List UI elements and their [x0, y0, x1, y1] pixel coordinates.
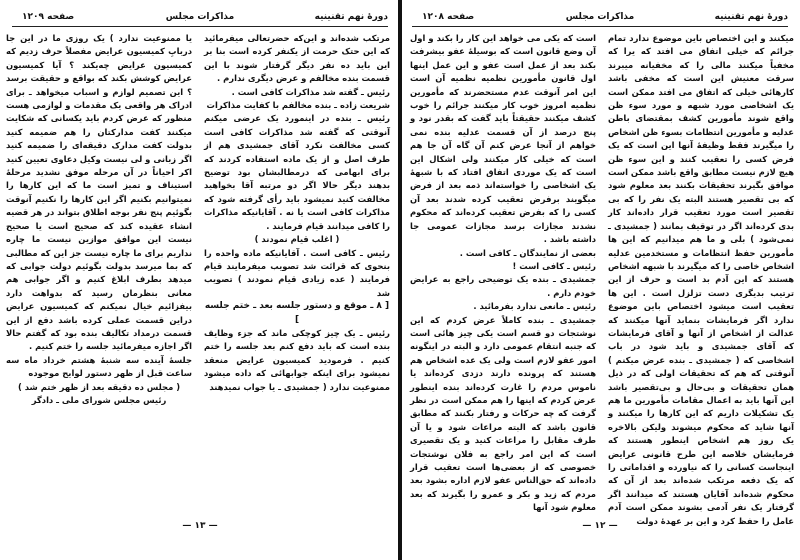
right-page: [400, 0, 800, 560]
page-header: [12, 10, 388, 27]
paragraph-text: مرتکب شده‌اند و این‌که حضرتعالی میفرمائید که این حتک حرمت از یکنفر کرده است بنا بر این باید ده نفر دیگر گرفتار شوند با این قسمت بنده مخالفم و عرض دیگری ندارم .: [204, 33, 390, 84]
paragraph-text: ـ یک چیز کوچکی ماند که جزء وظایف بنده است که باید دفع کنم بعد جلسه را ختم کنیم . فرمودید کمیسیون عرایض منعقد نمیشود برای اینکه جوابهائی که داده میشود ممنوعیت ندارد ( جمشیدی ـ یا جواب نمیدهند: [204, 327, 390, 392]
paragraph: [410, 314, 596, 515]
paragraph: [204, 32, 390, 86]
paragraph: [6, 381, 192, 394]
paragraph: [410, 273, 596, 300]
paragraph-text: [ ۸ ـ موقع و دستور جلسه بعد ـ ختم جلسه ]: [204, 301, 390, 325]
folio-number: — ۱۳ —: [182, 521, 218, 531]
paragraph: [6, 32, 192, 354]
speaker-name: جمشیدی: [559, 274, 596, 285]
paragraph: [204, 99, 390, 112]
paragraph-text: رئیس مجلس شورای ملی ـ دادگر: [31, 394, 167, 405]
paragraph-text: ـ بنده در اینمورد یک عرضی میکنم آنوقتی که گفته شد مذاکرات کافی است کسی مخالفت نکرد آقای جمشیدی هم از طرف اصل و از یک ماده استفاده کردند که برای ابهامی که درمطالبشان بود توضیح بدهند دیگر حالا اگر دو مرتبه آقا بخواهید مخالفت کنید نمیشود باید رأی گرفته شود که مذاکرات کافی است یا نه . آقایانیکه مذاکرات را کافی میدانند قیام فرمایند .: [204, 113, 390, 231]
page-header: [412, 10, 788, 27]
paragraph: [204, 327, 390, 394]
running-title: مذاکرات مجلس: [565, 12, 635, 22]
text-column-left: [6, 32, 192, 407]
paragraph: [6, 354, 192, 381]
page-number-label: صفحه ۱۲۰۸: [422, 12, 475, 22]
paragraph-text: ـ بنده مخالفم با کفایت مذاکرات: [206, 100, 340, 111]
paragraph: [204, 247, 390, 301]
paragraph-text: ( اغلب قیام نمودند ): [254, 234, 340, 245]
paragraph-text: ـ بنده یک توضیحی راجع به عرایض خودم دارم .: [410, 274, 596, 298]
speaker-name: رئیس: [572, 301, 596, 312]
volume-label: دورهٔ نهم تقنینیه: [714, 12, 788, 22]
paragraph: [204, 112, 390, 233]
paragraph: [6, 394, 192, 407]
paragraph: [410, 247, 596, 260]
speaker-name: رئیس: [366, 86, 390, 97]
paragraph-text: بعضی از نمایندگان ـ کافی است .: [459, 247, 596, 258]
text-column-right: [204, 32, 390, 394]
speaker-name: رئیس: [572, 260, 596, 271]
paragraph-text: ( مجلس ده دقیقه بعد از ظهر ختم شد ): [17, 381, 181, 392]
paragraph-text: میکنند و این اختصاص باین موضوع ندارد تمام جرائم که خیلی اتفاق می افتد که یرا که مخفیاً میکنند مالی را که مخفیانه میبرند سرقت معنیش این است که مخفی باشد کارهائی خیلی که اتفاق می افتد ممکن است یک اشخاصی مورد شبهه و مورد سوء ظن واقع شوند مأمورین کشف بمقتضای باطن عدلیه و مأمورین انتظامات بسوء ظن اشخاص را میگیرند فقط وظیفهٔ آنها این است که یک فرض کسی را تعقیب کنند و این سوء ظن هیچ لازم نیست مطابق واقع باشد ممکن است موافق بگیرند تحقیقات بکنند بعد معلوم شود که بی تقصیر هستند البته یک نفر را که بی تقصیر است مورد تعقیب قرار داده‌اند کار بدی کرده‌اند اگر در توقیف بمانند ( جمشیدی ـ نمی‌شود ) بلی و ما هم میدانیم که این ها مأمورین حفظ انتظامات و مستخدمین عدلیه اشخاص خاصی را که میگیرند با شبهه اشخاص هستند که این آدم بد است و حرف از این ترتیب بدیگری دست تزلزل است . این ها تعقیب است میشود اختصاص باین موضوع ندارد اگر فرمایشات بنماید آنها میکنند که عدالت از اشخاص از آنها و آقای فرمایشات که آقای جمشیدی و باید شود در باب اشخاصی که ( جمشیدی ـ بنده عرض میکنم ) آنوقتی که هم که تحقیقات اولی که در ذیل همان تحقیقات و بی‌حال و بی‌تقصیر باشد این آنها باید به اعمال مقامات مأمورین ما هم یک تشکیلات داریم که این کارها را میکنند و آنها شاید که محکوم میشوند ولیکن بالاخره یک روز هم اشخاص اینطور هستند که فرمایشان خلاصه این طرح قانونی عرایض اینجاست کسانی را که نیاورده و اقداماتی را که یک دفعه مرتکب شده‌اند بعد از آن که محکوم شده‌اند آقایان هستند که میدانند اگر گرفتار یک نفر آدمی بشوند ممکن است آدم عامل را حفظ کرد و این بر عهدهٔ دولت: [608, 33, 794, 526]
page-number-label: صفحه ۱۲۰۹: [22, 12, 75, 22]
paragraph: [410, 260, 596, 273]
speaker-name: رئیس: [366, 113, 390, 124]
paragraph: [608, 32, 794, 528]
paragraph-text: ـ بنده کاملاً عرض کردم که این نوشتجات دو قسم است یکی چیز هائی است که جنبه انتقام عمومی دارد و البته در اینگونه امور عفو لازم است ولی یک عده اشخاص هم هستند که پرونده دارند دزدی کرده‌اند یا ناموس مردم را غارت کرده‌اند بنده اینطور عرض کردم که اینها را هم ممکن است در نظر گرفت که چه حرکات و رفتار بکنند که مطابق قانون باشد که البته مراعات شود و یا آن طرف مقابل را مراعات کنید و یک تقصیری است که این امر راجع به فلان نوشتجات خصوصی که از بعضی‌ها است تعقیب قرار داده‌اند که حق‌الناس عفو لازم اداره بشود بعد مردم که زید و بکر و عمرو را بگیرند که بعد معلوم شود آنها: [410, 314, 596, 513]
text-column-left: [410, 32, 596, 515]
running-title: مذاکرات مجلس: [165, 12, 235, 22]
volume-label: دورهٔ نهم تقنینیه: [314, 12, 388, 22]
speaker-name: رئیس: [366, 327, 390, 338]
speaker-name: رئیس: [366, 247, 390, 258]
paragraph-text: است که یکی می خواهد این کار را بکند و اول آن وضع قانون است که بوسیلهٔ عفو بیشرفت بکند بعد از عمل است عفو و این عمل اینها اول قانون مأمورین نظمیه نظمیه آن است این امر آنوقت عدم مستحضرند که مأمورین نظمیه امروز خوب کار میکنند جرائم را خوب کشف میکنند حقیقتاً باید گفت که بقدر نود و پنج درصد از آن قسمت عدلیه بنده نمی خواهم از آنجا عرض کنم آن گاه آن جا هم است که خیلی کار میکنند ولی اشکال این است که یک موردی اتفاق افتاد که با شبههٔ یک اشخاصی را خواسته‌اند ذمه بعد از فرض میگویند برفرض تعقیب کرده شدند بعد آن کسی را که بفرض تعقیب کرده‌اند که محکوم نشدند مجازات برسد مجازات عمومی جا داشته باشد .: [410, 33, 596, 245]
folio-number: — ۱۲ —: [582, 521, 618, 531]
paragraph: [204, 233, 390, 246]
paragraph: [410, 32, 596, 247]
paragraph-text: ـ کافی است !: [512, 260, 573, 271]
paragraph: [410, 300, 596, 313]
paragraph-text: ـ کافی است . آقایانیکه ماده واحده را بنحوی که قرائت شد تصویب میفرمایند قیام فرمایند ( عده زیادی قیام نمودند ) تصویب شد: [204, 247, 390, 298]
paragraph-text: جلسهٔ آینده سه شنبهٔ هشتم خرداد ماه سه ساعت قبل از ظهر دستور لوایح موجوده: [6, 354, 192, 379]
paragraph-text: یا ممنوعیت ندارد ) یک روزی ما در این جا دربابِ کمیسیون عرایض مفصلاً حرف زدیم که کمیسیون عرایض چه‌یکند ؟ آیا کمیسیون عرایض کوشش بکند که بواقع و حقیقت برسد ؟ این تصمیم لوازم و اسباب میخواهد ـ برای ادراک هر واقعی یک مقدمات و لوازمی هست منظور که عرض کردم باید یکسانی که شکایت میکنند کفت مدارکتان را هم ضمیمه کنید بدولت کفت مدارک دقیقه‌ای را ضمیمه کنید اگر زبانی و لی نیست وکیل دعاوی تعیین کنید اکر احیاناً در آن مرحله موفق نشدید مرحلهٔ استیناف و تمیز است ما که این کارها را نمیتوانیم بکنیم اگر این کارها را نکنیم آنوقت بگوئیم پنج نفر بوجه اطلاق بتواند در هر قضیه انشاء عقیده کند که صحیح است یا صحیح نیست این موافق موازین نیست ما چاره نداریم برای ما چاره نیست جز این که مطالبی که بما میرسد بدولت بگوئیم دولت جوابی که میدهد بطرف ابلاغ کنیم و اگر جوابی هم معانی بنظرمان رسید که بدواهت دارد بیفزائیم خیال نمیکنم که کمیسیون عرایض دراین قسمت عملی کرده باشد دفع از این قسمت درمداد تکالیف بنده بود که گفتم حالا اگر اجازه میفرمائید جلسه را ختم کنیم .: [6, 33, 192, 352]
paragraph: [204, 86, 390, 99]
paragraph-text: ـ مانعی ندارد بفرمائید .: [473, 301, 573, 312]
speaker-name: شریعت زاده: [339, 100, 390, 111]
text-column-right: [608, 32, 794, 528]
paragraph-text: ـ گفته شد مذاکرات کافی است .: [231, 86, 367, 97]
speaker-name: جمشیدی: [559, 314, 596, 325]
section-heading: [204, 300, 390, 327]
